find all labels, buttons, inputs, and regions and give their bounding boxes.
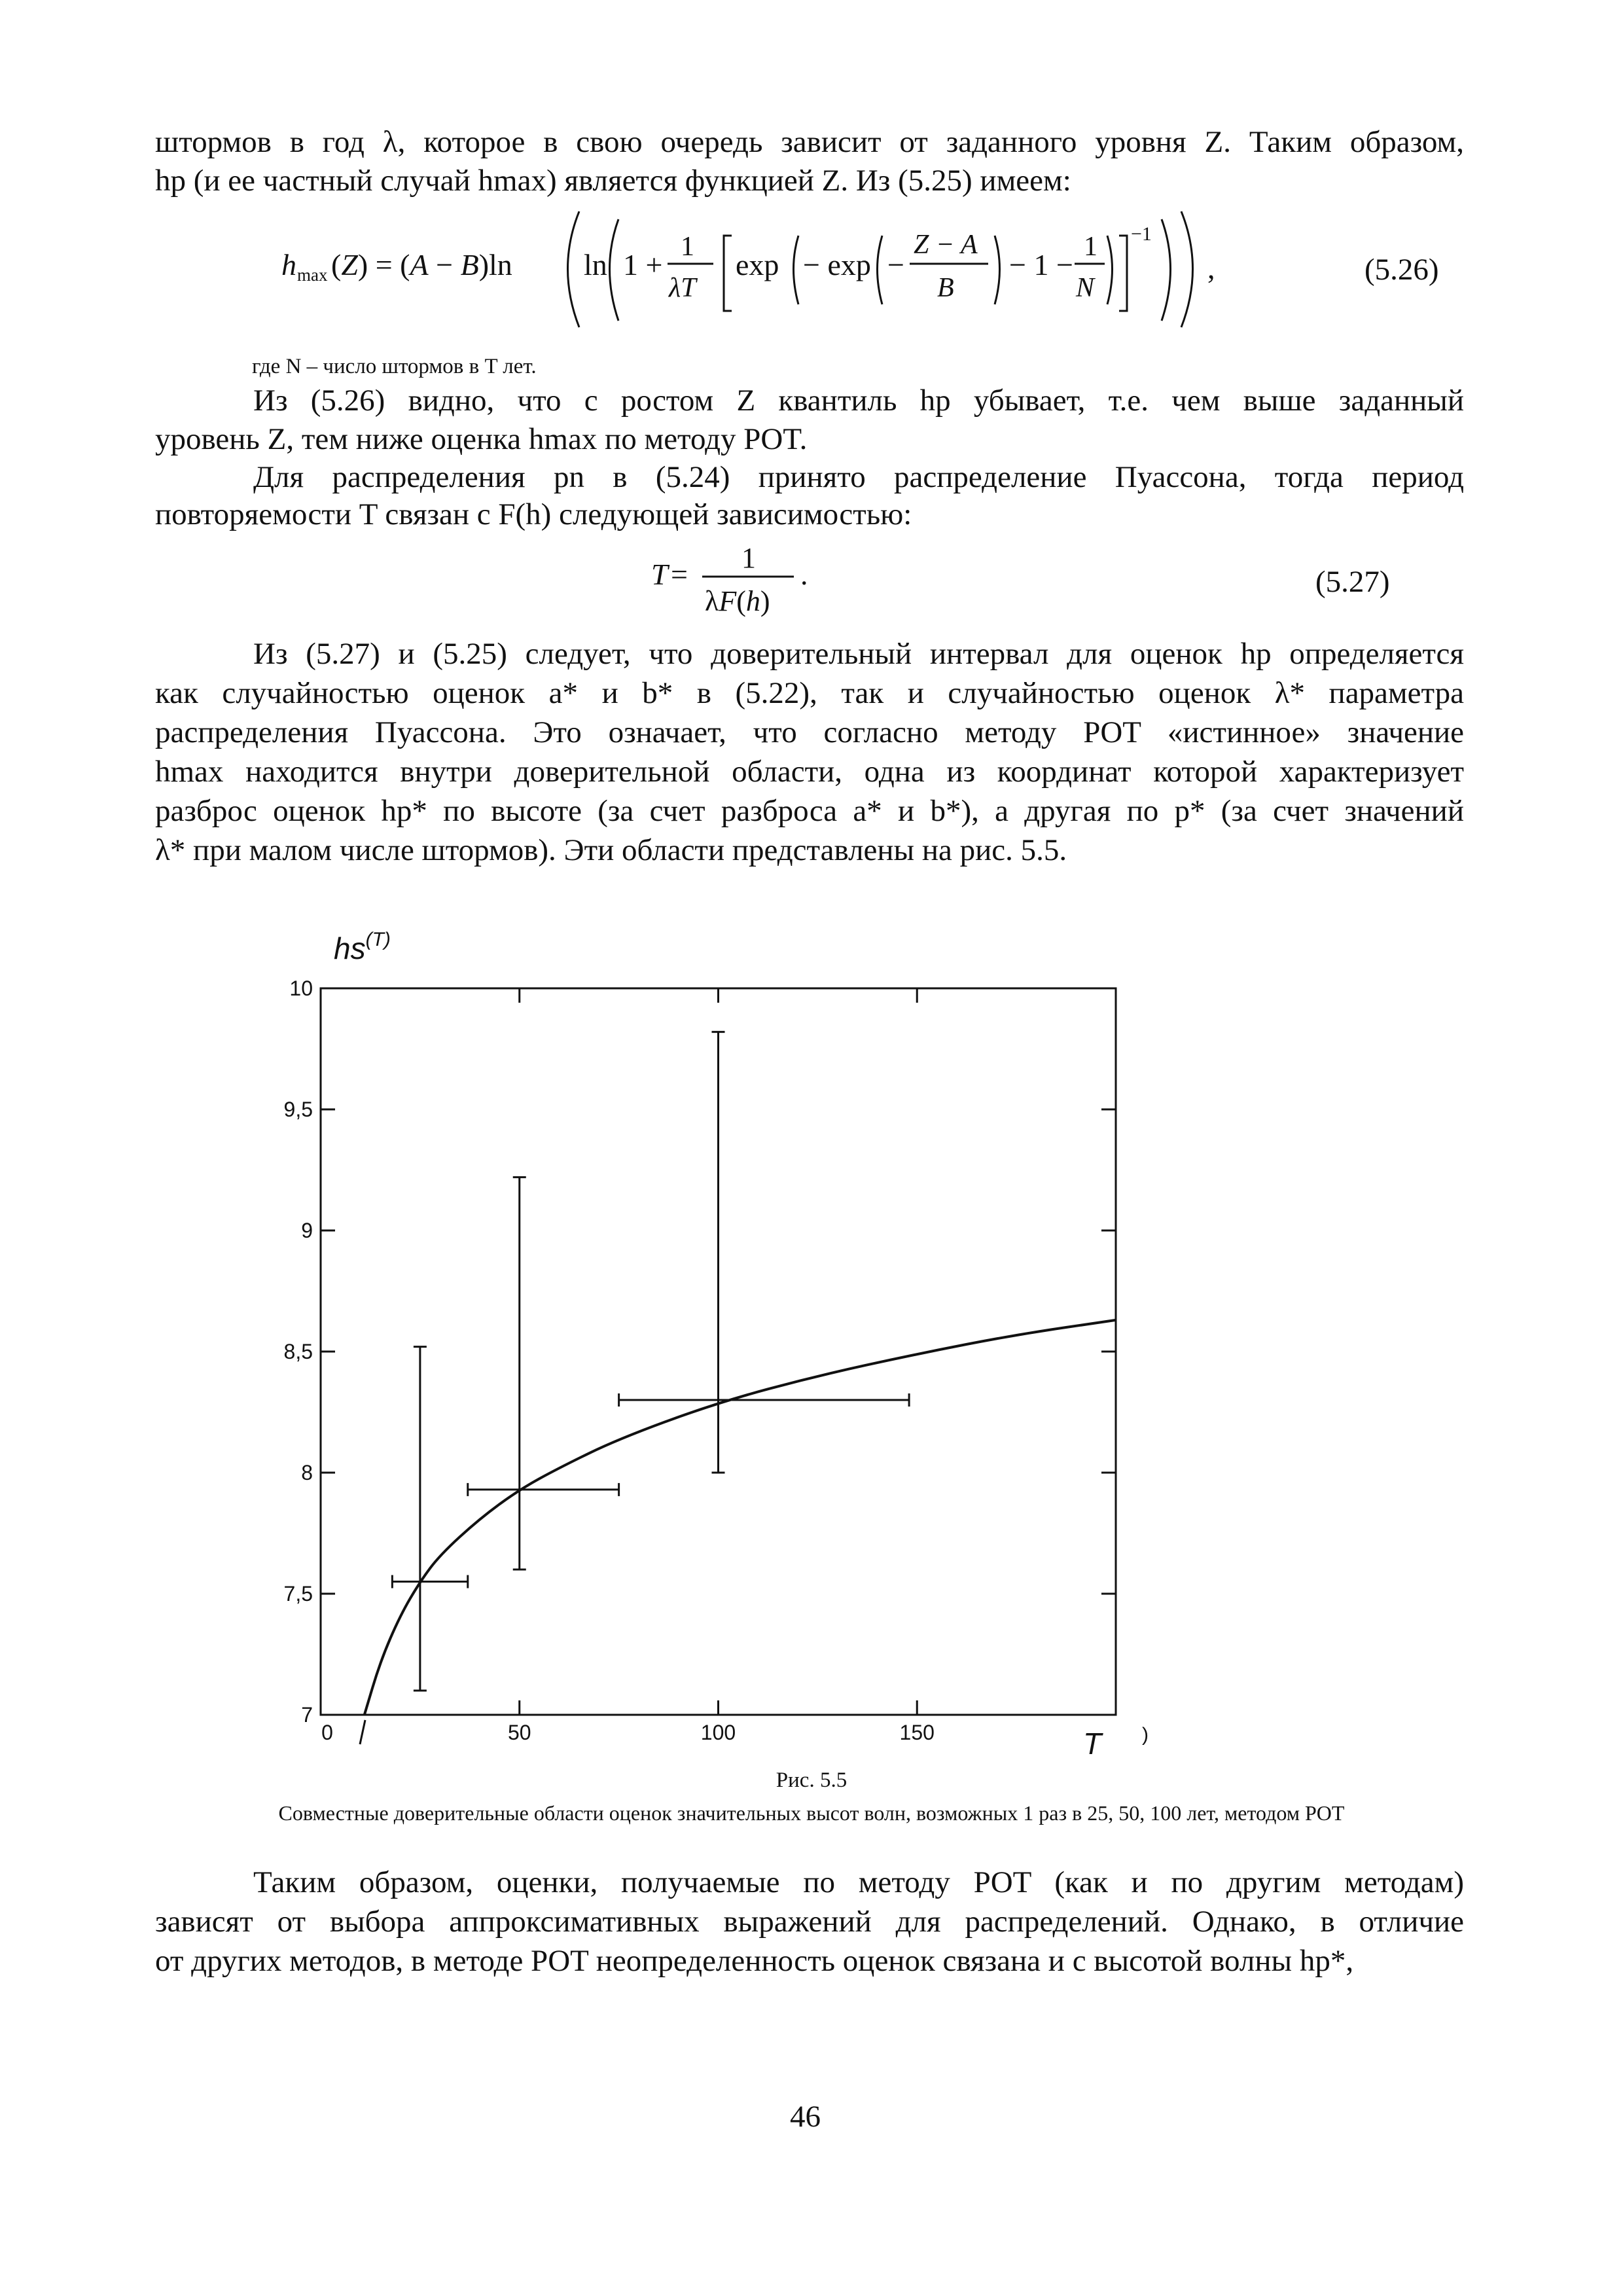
x-tick-label: 100 <box>700 1721 736 1744</box>
y-axis-label: $hs^{(T)}$ <box>334 929 391 965</box>
y-tick-label: 8 <box>301 1461 313 1484</box>
text-line: hp (и ее частный случай hmax) является функцией Z. Из (5.25) имеем: <box>155 164 1071 198</box>
svg-text:T: T <box>651 558 668 591</box>
confidence-region-25 <box>392 1347 467 1691</box>
svg-text:−1: −1 <box>1131 223 1152 245</box>
svg-text:− 1 −: − 1 − <box>1009 248 1073 281</box>
svg-text:1: 1 <box>681 232 694 262</box>
figure-label: Рис. 5.5 <box>776 1768 847 1792</box>
svg-text:λF(h): λF(h) <box>705 585 770 617</box>
svg-text:λT: λT <box>669 273 696 303</box>
y-tick-label: 8,5 <box>283 1340 313 1363</box>
text-line: Из (5.26) видно, что с ростом Z квантиль hp убывает, т.е. чем выше заданный <box>253 384 1464 418</box>
x-tick-label: 0 <box>321 1721 333 1744</box>
svg-text:− exp: − exp <box>803 248 871 281</box>
text-line: штормов в год λ, которое в свою очередь зависит от заданного уровня Z. Таким образом, <box>155 125 1464 159</box>
svg-text:(Z) = (A − B)ln: (Z) = (A − B)ln <box>331 248 512 281</box>
svg-text:1 +: 1 + <box>623 248 663 281</box>
text-line: Из (5.27) и (5.25) следует, что доверительный интервал для оценок hp определяется <box>253 637 1464 671</box>
text-line: Таким образом, оценки, получаемые по методу POT (как и по другим методам) <box>253 1865 1464 1899</box>
svg-text:B: B <box>937 273 954 303</box>
x-tick-label: 50 <box>507 1721 531 1744</box>
eq-h: h <box>281 248 296 281</box>
y-tick-label: 7,5 <box>283 1582 313 1605</box>
text-line: распределения Пуассона. Это означает, что согласно методу POT «истинное» значение <box>155 715 1464 749</box>
svg-text:1: 1 <box>1084 232 1097 262</box>
text-line: λ* при малом числе штормов). Эти области представлены на рис. 5.5. <box>155 833 1067 867</box>
text-line: hmax находится внутри доверительной области, одна из координат которой характеризует <box>155 755 1464 789</box>
equation-note: где N – число штормов в T лет. <box>252 355 537 378</box>
equation-number: (5.27) <box>1315 565 1390 599</box>
svg-text:N: N <box>1076 273 1095 303</box>
return-level-curve <box>365 1320 1116 1715</box>
svg-text:=: = <box>671 558 688 591</box>
svg-text:max: max <box>297 265 328 285</box>
page-number: 46 <box>790 2100 821 2134</box>
y-tick-label: 10 <box>289 977 313 1000</box>
figure-caption: Совместные доверительные области оценок значительных высот волн, возможных 1 раз в 25, 50, 100 лет, методом POT <box>278 1801 1345 1825</box>
text-line: зависят от выбора аппроксимативных выражений для распределений. Однако, в отличие <box>155 1905 1464 1939</box>
x-axis-label: T <box>1083 1727 1102 1761</box>
curve-tail <box>360 1720 365 1744</box>
svg-text:ln: ln <box>584 248 607 281</box>
text-line: Для распределения pn в (5.24) принято распределение Пуассона, тогда период <box>253 460 1464 494</box>
y-tick-label: 9,5 <box>283 1098 313 1121</box>
y-tick-label: 9 <box>301 1219 313 1242</box>
svg-text:1: 1 <box>741 542 756 574</box>
text-line: разброс оценок hp* по высоте (за счет разброса a* и b*), а другая по p* (за счет значений <box>155 794 1464 828</box>
svg-text:Z − A: Z − A <box>914 230 978 260</box>
confidence-region-100 <box>619 1032 909 1473</box>
text-line: от других методов, в методе POT неопределенность оценок связана и с высотой волны hp*, <box>155 1944 1354 1978</box>
svg-text:exp: exp <box>736 248 779 281</box>
x-tick-label: 150 <box>899 1721 935 1744</box>
text-line: уровень Z, тем ниже оценка hmax по методу POT. <box>155 422 808 456</box>
stray-mark: ) <box>1142 1724 1149 1746</box>
y-tick-label: 7 <box>301 1703 313 1727</box>
svg-text:.: . <box>800 558 808 591</box>
text-line: как случайностью оценок a* и b* в (5.22), так и случайностью оценок λ* параметра <box>155 676 1464 710</box>
svg-text:−: − <box>887 248 904 281</box>
equation-number: (5.26) <box>1364 253 1439 287</box>
text-line: повторяемости T связан с F(h) следующей зависимостью: <box>155 497 912 531</box>
svg-text:,: , <box>1207 251 1215 285</box>
